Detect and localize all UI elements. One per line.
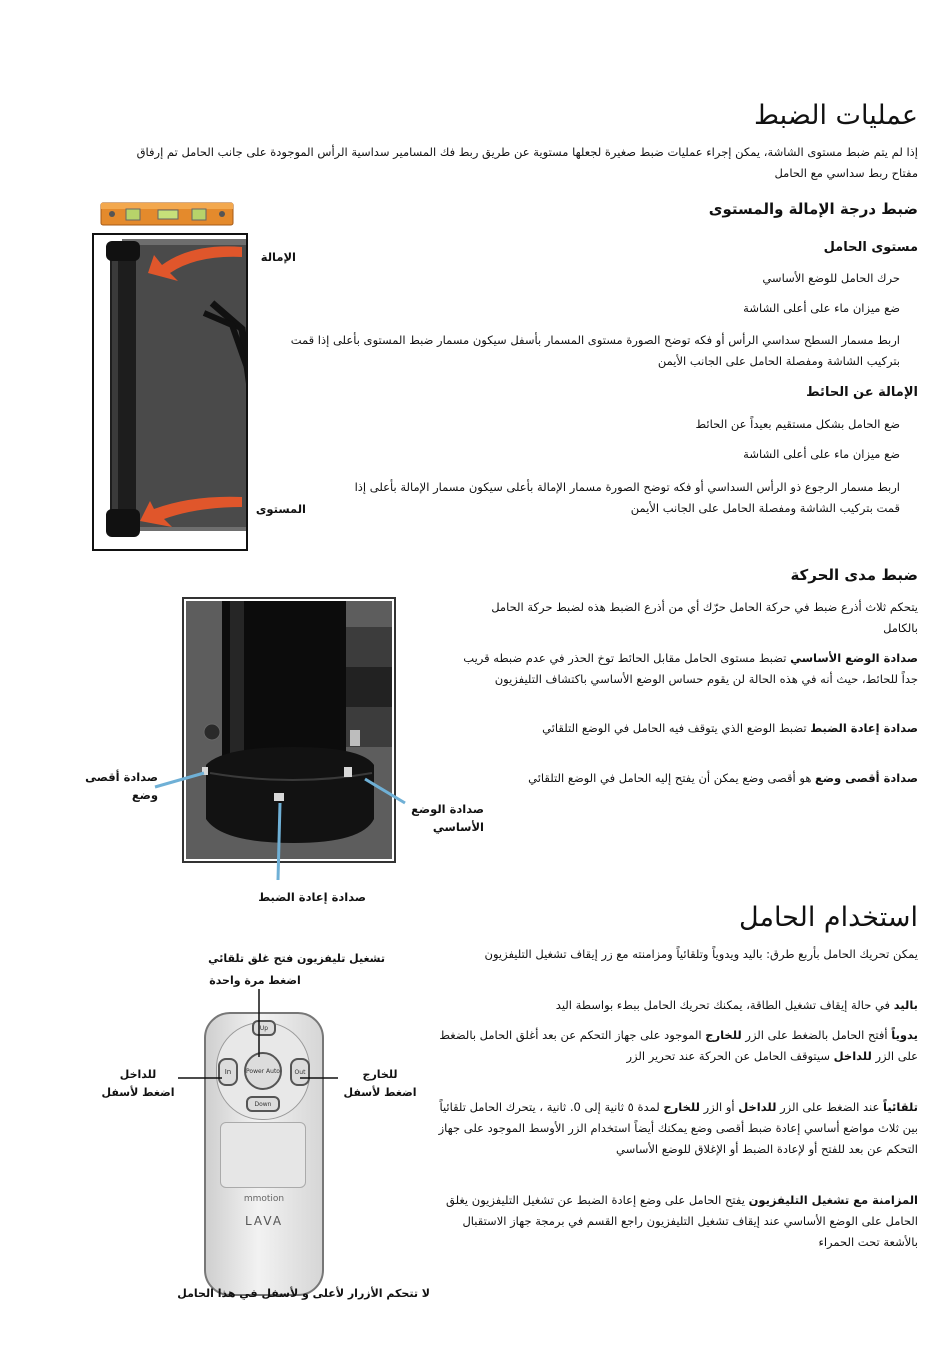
wall-step-1: ضع الحامل بشكل مستقيم بعيداً عن الحائط — [695, 417, 900, 431]
usage-sync — [438, 1190, 918, 1253]
remote-power-auto-button[interactable]: Power Auto — [244, 1052, 282, 1090]
remote-up-button[interactable]: Up — [252, 1020, 276, 1036]
remote-in-button[interactable]: In — [218, 1058, 238, 1086]
remote-pointer-lines — [170, 985, 340, 1095]
usage-manual-p2: الموجود على جهاز التحكم عن بعد أغلق الحامل بالضغط على الزر — [439, 1028, 918, 1063]
usage-manual-term: يدوياً — [891, 1028, 918, 1042]
level-step-3: اربط مسمار السطح سداسي الرأس أو فكه توضح الصورة مستوى المسمار بأسفل سيكون مسمار ضبط المستوى بأعلى إذا قمت بتركيب الشاشة ومفصلة الحامل على الجانب الأيمن — [290, 333, 900, 368]
label-level: المستوى — [255, 502, 306, 516]
usage-sync-term: المزامنة مع تشغيل التليفزيون — [748, 1193, 918, 1207]
remote-label-press-once: اضغط مرة واحدة — [209, 974, 301, 987]
motion-item-reset-term: صدادة إعادة الضبط — [810, 721, 918, 735]
usage-auto-in: للداخل — [738, 1100, 777, 1114]
usage-hand — [438, 995, 918, 1016]
wall-step-2: ضع ميزان ماء على أعلى الشاشة — [743, 447, 900, 461]
usage-manual-p1: أفتح الحامل بالضغط على الزر — [745, 1028, 888, 1042]
usage-manual-p3: سيتوقف الحامل عن الحركة عند تحرير الزر — [626, 1049, 831, 1063]
remote-label-in — [98, 1066, 178, 1102]
motion-item-reset — [488, 718, 918, 739]
usage-sync-text: يفتح الحامل على وضع إعادة الضبط عن تشغيل التليفزيون يغلق الحامل على الوضع الأساسي عند إيقاف تشغيل التليفزيون راجع القسم في برمجة جهاز الاستقبال بالأشعة تحت الحمراء — [445, 1193, 918, 1249]
usage-auto-p1: عند الضغط على الزر — [780, 1100, 880, 1114]
motion-title: ضبط مدى الحركة — [790, 566, 918, 584]
usage-auto-term: تلقائياً — [883, 1100, 918, 1114]
motion-intro: يتحكم ثلاث أذرع ضبط في حركة الحامل حرّك أي من أذرع الضبط هذه لضبط حركة الحامل بالكامل — [491, 600, 918, 635]
remote-label-in-text: للداخل — [119, 1068, 157, 1081]
remote-label-top: تشغيل تليفزيون فتح غلق تلقائي — [208, 952, 385, 965]
adjust-title: عمليات الضبط — [754, 100, 918, 131]
remote-label-out — [340, 1066, 420, 1102]
motion-item-home-term: صدادة الوضع الأساسي — [790, 651, 918, 665]
level-heading: مستوى الحامل — [823, 240, 918, 255]
level-step-2: ضع ميزان ماء على أعلى الشاشة — [743, 301, 900, 315]
usage-intro: يمكن تحريك الحامل بأربع طرق: باليد ويدوياً وتلقائياً ومزامنته مع زر إيقاف تشغيل التليفزيون — [484, 947, 918, 961]
remote-panel — [220, 1122, 306, 1188]
remote-label-out-text: للخارج — [362, 1068, 398, 1081]
motion-item-max — [488, 768, 918, 789]
level-step-1: حرك الحامل للوضع الأساسي — [762, 271, 900, 285]
label-home-stopper: صدادة الوضع الأساسي — [411, 802, 484, 834]
usage-hand-text: في حالة إيقاف تشغيل الطاقة، يمكنك تحريك الحامل ببطء بواسطة اليد — [555, 998, 891, 1012]
usage-auto-p3: لمدة ٥ ثانية إلى 0. ثانية ، يتحرك الحامل تلقائياً بين ثلاث مواضع أساسي إعادة ضبط أقصى وضع يمكنك أيضاً استخدام الزر الأوسط الموجود على جهاز التحكم عن بعد للفتح أو لإعادة الضبط أو الإغلاق للوضع الأساسي — [438, 1100, 918, 1156]
usage-manual — [438, 1025, 918, 1067]
usage-hand-term: باليد — [893, 998, 918, 1012]
remote-footer: لا تتحكم الأزرار لأعلى و لأسفل في هذا الحامل — [177, 1287, 430, 1300]
motion-item-home — [458, 648, 918, 690]
motion-item-max-text: هو أقصى وضع يمكن أن يفتح إليه الحامل في الوضع التلقائي — [528, 771, 812, 785]
stand-tilt-illustration — [92, 233, 248, 551]
wall-step-3: اربط مسمار الرجوع ذو الرأس السداسي أو فكه توضح الصورة مسمار الإمالة بأعلى سيكون مسمار الإمالة بأعلى إذا قمت بتركيب الشاشة ومفصلة الحامل على الجانب الأيمن — [354, 480, 900, 515]
usage-auto — [438, 1097, 918, 1160]
motion-item-max-term: صدادة أقصى وضع — [815, 771, 918, 785]
remote-label-out-press: اضغط لأسفل — [343, 1086, 417, 1099]
usage-title: استخدام الحامل — [739, 902, 918, 933]
tilt-level-title: ضبط درجة الإمالة والمستوى — [708, 200, 918, 218]
remote-logo: LAVA — [244, 1214, 284, 1228]
remote-out-button[interactable]: Out — [290, 1058, 310, 1086]
usage-auto-p2: أو الزر — [703, 1100, 735, 1114]
motion-item-home-text: تضبط مستوى الحامل مقابل الحائط توخ الحذر في عدم ضبطه قريب جداً للحائط، حيث أنه في هذه الحالة لن يقوم حساس الوضع الأساسي باكتشاف التليفزيون — [463, 651, 918, 686]
usage-auto-out: للخارج — [663, 1100, 700, 1114]
adjust-intro: إذا لم يتم ضبط مستوى الشاشة، يمكن إجراء عمليات ضبط صغيرة لجعلها مستوية عن طريق ربط فك المسامير سداسية الرأس الموجودة على جانب الحامل تم إرفاق مفتاح ربط سداسي مع الحامل — [136, 145, 918, 180]
spirit-level-illustration — [100, 200, 234, 228]
remote-down-button[interactable]: Down — [246, 1096, 280, 1112]
usage-manual-in: للداخل — [833, 1049, 872, 1063]
usage-manual-out: للخارج — [705, 1028, 742, 1042]
motion-item-reset-text: تضبط الوضع الذي يتوقف فيه الحامل في الوضع التلقائي — [542, 721, 807, 735]
stopper-pointer-lines — [150, 765, 410, 895]
label-max-stopper: صدادة أقصى وضع — [85, 770, 158, 802]
remote-label-in-press: اضغط لأسفل — [101, 1086, 175, 1099]
label-reset-stopper: صدادة إعادة الضبط — [258, 890, 366, 904]
remote-brand: mmotion — [243, 1194, 285, 1204]
wall-heading: الإمالة عن الحائط — [806, 385, 918, 400]
label-tilt: الإمالة — [260, 250, 296, 264]
